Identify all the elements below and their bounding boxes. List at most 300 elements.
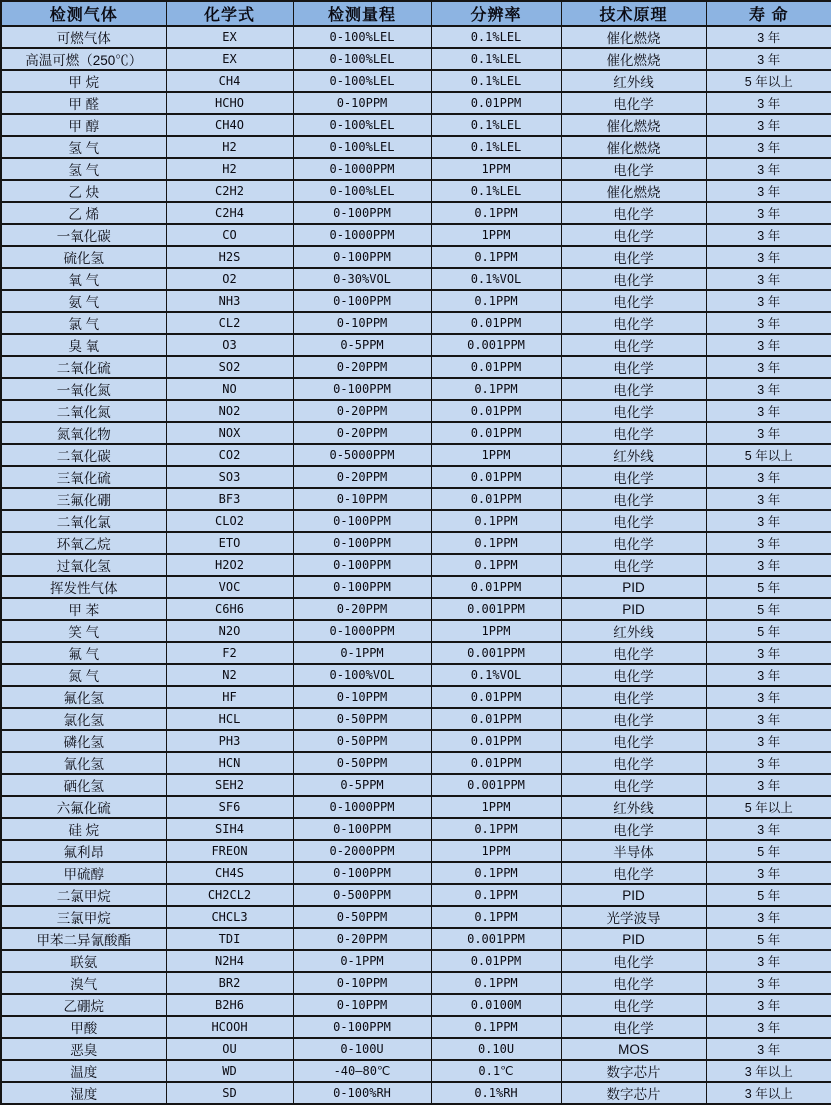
cell-formula: WD [166, 1060, 293, 1082]
cell-range: 0-100PPM [293, 862, 431, 884]
cell-gas: 二氧化氮 [1, 400, 166, 422]
cell-lifespan: 3 年 [706, 48, 831, 70]
cell-lifespan: 3 年 [706, 224, 831, 246]
cell-lifespan: 3 年 [706, 1016, 831, 1038]
cell-principle: 电化学 [561, 202, 706, 224]
cell-principle: 电化学 [561, 466, 706, 488]
cell-lifespan: 3 年 [706, 136, 831, 158]
cell-range: 0-10PPM [293, 686, 431, 708]
cell-resolution: 0.0100M [431, 994, 561, 1016]
column-header-gas: 检测气体 [1, 1, 166, 26]
cell-range: 0-20PPM [293, 356, 431, 378]
cell-range: 0-100PPM [293, 1016, 431, 1038]
cell-gas: 氮氧化物 [1, 422, 166, 444]
cell-lifespan: 3 年 [706, 92, 831, 114]
cell-resolution: 0.01PPM [431, 950, 561, 972]
cell-principle: 电化学 [561, 356, 706, 378]
column-header-resolution: 分辨率 [431, 1, 561, 26]
cell-lifespan: 3 年 [706, 642, 831, 664]
cell-range: 0-2000PPM [293, 840, 431, 862]
table-row [1, 422, 831, 444]
table-row [1, 752, 831, 774]
table-row [1, 114, 831, 136]
cell-range: 0-100%VOL [293, 664, 431, 686]
cell-gas: 温度 [1, 1060, 166, 1082]
cell-principle: PID [561, 576, 706, 598]
cell-principle: 光学波导 [561, 906, 706, 928]
cell-formula: PH3 [166, 730, 293, 752]
table-row [1, 70, 831, 92]
cell-resolution: 0.01PPM [431, 356, 561, 378]
cell-gas: 溴气 [1, 972, 166, 994]
cell-range: 0-100%LEL [293, 136, 431, 158]
cell-lifespan: 3 年 [706, 950, 831, 972]
cell-resolution: 0.001PPM [431, 642, 561, 664]
cell-range: 0-100PPM [293, 532, 431, 554]
cell-gas: 联氨 [1, 950, 166, 972]
cell-formula: CHCL3 [166, 906, 293, 928]
cell-principle: 电化学 [561, 1016, 706, 1038]
cell-formula: B2H6 [166, 994, 293, 1016]
cell-lifespan: 5 年 [706, 840, 831, 862]
cell-resolution: 0.01PPM [431, 752, 561, 774]
cell-range: 0-100PPM [293, 510, 431, 532]
cell-principle: 数字芯片 [561, 1060, 706, 1082]
table-row [1, 686, 831, 708]
cell-principle: 电化学 [561, 664, 706, 686]
cell-formula: NH3 [166, 290, 293, 312]
cell-gas: 高温可燃（250℃） [1, 48, 166, 70]
cell-lifespan: 3 年 [706, 994, 831, 1016]
table-row [1, 510, 831, 532]
cell-resolution: 0.01PPM [431, 488, 561, 510]
cell-formula: OU [166, 1038, 293, 1060]
cell-range: 0-5PPM [293, 774, 431, 796]
cell-resolution: 0.001PPM [431, 928, 561, 950]
cell-resolution: 0.1%LEL [431, 26, 561, 48]
table-row [1, 290, 831, 312]
cell-resolution: 0.1%LEL [431, 114, 561, 136]
cell-gas: 乙 炔 [1, 180, 166, 202]
cell-gas: 三氟化硼 [1, 488, 166, 510]
table-row [1, 532, 831, 554]
cell-principle: PID [561, 928, 706, 950]
cell-lifespan: 3 年 [706, 664, 831, 686]
table-row [1, 158, 831, 180]
cell-lifespan: 3 年 [706, 1038, 831, 1060]
cell-gas: 氟化氢 [1, 686, 166, 708]
cell-formula: HCN [166, 752, 293, 774]
cell-range: 0-100%LEL [293, 70, 431, 92]
cell-range: 0-100U [293, 1038, 431, 1060]
cell-principle: 电化学 [561, 686, 706, 708]
cell-formula: NOX [166, 422, 293, 444]
table-row [1, 972, 831, 994]
cell-formula: HCOOH [166, 1016, 293, 1038]
cell-gas: 过氧化氢 [1, 554, 166, 576]
cell-range: 0-1PPM [293, 642, 431, 664]
cell-resolution: 0.1%LEL [431, 70, 561, 92]
cell-principle: 电化学 [561, 708, 706, 730]
cell-principle: 红外线 [561, 70, 706, 92]
cell-range: 0-1000PPM [293, 620, 431, 642]
cell-resolution: 0.01PPM [431, 576, 561, 598]
column-header-lifespan: 寿 命 [706, 1, 831, 26]
cell-resolution: 0.001PPM [431, 334, 561, 356]
cell-formula: NO [166, 378, 293, 400]
cell-range: 0-20PPM [293, 598, 431, 620]
cell-resolution: 1PPM [431, 224, 561, 246]
cell-formula: CH4 [166, 70, 293, 92]
header-row [1, 1, 831, 26]
cell-gas: 三氯甲烷 [1, 906, 166, 928]
cell-gas: 硫化氢 [1, 246, 166, 268]
table-row [1, 356, 831, 378]
table-row [1, 312, 831, 334]
cell-range: 0-1000PPM [293, 796, 431, 818]
cell-principle: 电化学 [561, 862, 706, 884]
cell-formula: BR2 [166, 972, 293, 994]
table-row [1, 840, 831, 862]
cell-formula: CL2 [166, 312, 293, 334]
cell-lifespan: 3 年以上 [706, 1082, 831, 1104]
cell-lifespan: 5 年以上 [706, 70, 831, 92]
cell-gas: 氧 气 [1, 268, 166, 290]
table-row [1, 862, 831, 884]
cell-principle: 催化燃烧 [561, 48, 706, 70]
table-row [1, 620, 831, 642]
cell-range: 0-1PPM [293, 950, 431, 972]
cell-lifespan: 3 年 [706, 752, 831, 774]
cell-gas: 二氯甲烷 [1, 884, 166, 906]
table-row [1, 906, 831, 928]
cell-principle: PID [561, 598, 706, 620]
cell-gas: 环氧乙烷 [1, 532, 166, 554]
cell-resolution: 0.1PPM [431, 884, 561, 906]
cell-range: 0-20PPM [293, 466, 431, 488]
table-row [1, 180, 831, 202]
cell-resolution: 0.1PPM [431, 862, 561, 884]
cell-resolution: 0.1PPM [431, 554, 561, 576]
cell-formula: C2H2 [166, 180, 293, 202]
cell-formula: CH4O [166, 114, 293, 136]
table-row [1, 136, 831, 158]
cell-range: 0-10PPM [293, 972, 431, 994]
cell-gas: 磷化氢 [1, 730, 166, 752]
cell-gas: 甲 烷 [1, 70, 166, 92]
cell-resolution: 1PPM [431, 158, 561, 180]
cell-lifespan: 3 年 [706, 356, 831, 378]
cell-resolution: 0.10U [431, 1038, 561, 1060]
cell-principle: 红外线 [561, 444, 706, 466]
cell-principle: 电化学 [561, 774, 706, 796]
cell-formula: H2O2 [166, 554, 293, 576]
cell-resolution: 0.01PPM [431, 466, 561, 488]
cell-gas: 可燃气体 [1, 26, 166, 48]
cell-formula: HCHO [166, 92, 293, 114]
cell-principle: 电化学 [561, 730, 706, 752]
cell-range: 0-30%VOL [293, 268, 431, 290]
cell-gas: 三氧化硫 [1, 466, 166, 488]
cell-formula: NO2 [166, 400, 293, 422]
cell-range: -40—80℃ [293, 1060, 431, 1082]
cell-resolution: 0.1PPM [431, 906, 561, 928]
table-row [1, 554, 831, 576]
cell-lifespan: 3 年 [706, 554, 831, 576]
cell-principle: 数字芯片 [561, 1082, 706, 1104]
cell-principle: 电化学 [561, 246, 706, 268]
cell-range: 0-100PPM [293, 290, 431, 312]
table-row [1, 664, 831, 686]
cell-range: 0-100PPM [293, 378, 431, 400]
table-row [1, 1038, 831, 1060]
cell-lifespan: 3 年 [706, 466, 831, 488]
cell-lifespan: 3 年 [706, 774, 831, 796]
cell-principle: 电化学 [561, 290, 706, 312]
cell-range: 0-10PPM [293, 92, 431, 114]
cell-gas: 二氧化硫 [1, 356, 166, 378]
cell-formula: CO2 [166, 444, 293, 466]
cell-resolution: 0.1℃ [431, 1060, 561, 1082]
cell-principle: MOS [561, 1038, 706, 1060]
cell-range: 0-20PPM [293, 928, 431, 950]
cell-resolution: 1PPM [431, 620, 561, 642]
table-row [1, 950, 831, 972]
cell-principle: 电化学 [561, 972, 706, 994]
cell-gas: 甲苯二异氰酸酯 [1, 928, 166, 950]
cell-resolution: 0.01PPM [431, 708, 561, 730]
cell-gas: 挥发性气体 [1, 576, 166, 598]
table-row [1, 400, 831, 422]
cell-formula: H2 [166, 136, 293, 158]
cell-lifespan: 5 年 [706, 598, 831, 620]
cell-formula: CH2CL2 [166, 884, 293, 906]
cell-formula: VOC [166, 576, 293, 598]
cell-formula: CLO2 [166, 510, 293, 532]
cell-formula: SO2 [166, 356, 293, 378]
cell-principle: 电化学 [561, 510, 706, 532]
cell-range: 0-5000PPM [293, 444, 431, 466]
cell-formula: CO [166, 224, 293, 246]
cell-lifespan: 3 年 [706, 488, 831, 510]
cell-lifespan: 5 年 [706, 620, 831, 642]
cell-resolution: 1PPM [431, 840, 561, 862]
cell-principle: 电化学 [561, 224, 706, 246]
cell-principle: 电化学 [561, 950, 706, 972]
cell-lifespan: 3 年 [706, 818, 831, 840]
cell-lifespan: 3 年 [706, 268, 831, 290]
cell-gas: 氢 气 [1, 158, 166, 180]
cell-principle: 电化学 [561, 752, 706, 774]
cell-principle: 电化学 [561, 312, 706, 334]
cell-principle: 电化学 [561, 92, 706, 114]
cell-lifespan: 5 年以上 [706, 796, 831, 818]
cell-principle: 红外线 [561, 620, 706, 642]
cell-resolution: 0.1PPM [431, 290, 561, 312]
cell-lifespan: 5 年 [706, 576, 831, 598]
cell-lifespan: 3 年 [706, 202, 831, 224]
cell-lifespan: 3 年 [706, 26, 831, 48]
cell-formula: N2 [166, 664, 293, 686]
table-row [1, 444, 831, 466]
cell-gas: 乙硼烷 [1, 994, 166, 1016]
table-row [1, 576, 831, 598]
cell-gas: 氮 气 [1, 664, 166, 686]
cell-lifespan: 3 年 [706, 708, 831, 730]
cell-formula: H2S [166, 246, 293, 268]
cell-formula: SO3 [166, 466, 293, 488]
table-body [1, 26, 831, 1104]
cell-lifespan: 3 年 [706, 180, 831, 202]
cell-principle: 电化学 [561, 532, 706, 554]
cell-resolution: 0.001PPM [431, 774, 561, 796]
cell-resolution: 0.1%VOL [431, 664, 561, 686]
cell-range: 0-100PPM [293, 246, 431, 268]
cell-resolution: 0.1%VOL [431, 268, 561, 290]
cell-range: 0-100%LEL [293, 114, 431, 136]
cell-principle: 催化燃烧 [561, 180, 706, 202]
cell-formula: O3 [166, 334, 293, 356]
cell-lifespan: 3 年 [706, 862, 831, 884]
cell-principle: 催化燃烧 [561, 136, 706, 158]
table-row [1, 994, 831, 1016]
table-row [1, 774, 831, 796]
cell-gas: 硅 烷 [1, 818, 166, 840]
cell-formula: HF [166, 686, 293, 708]
cell-formula: ETO [166, 532, 293, 554]
cell-formula: HCL [166, 708, 293, 730]
cell-resolution: 0.01PPM [431, 312, 561, 334]
cell-range: 0-10PPM [293, 994, 431, 1016]
cell-resolution: 0.001PPM [431, 598, 561, 620]
cell-resolution: 0.1PPM [431, 532, 561, 554]
cell-gas: 氟 气 [1, 642, 166, 664]
cell-lifespan: 3 年 [706, 378, 831, 400]
cell-formula: N2O [166, 620, 293, 642]
cell-resolution: 0.1PPM [431, 378, 561, 400]
table-row [1, 378, 831, 400]
cell-principle: 红外线 [561, 796, 706, 818]
cell-formula: O2 [166, 268, 293, 290]
cell-lifespan: 3 年 [706, 334, 831, 356]
cell-lifespan: 3 年 [706, 158, 831, 180]
cell-principle: 电化学 [561, 268, 706, 290]
cell-principle: 电化学 [561, 642, 706, 664]
table-row [1, 1016, 831, 1038]
cell-gas: 甲 醇 [1, 114, 166, 136]
cell-gas: 一氧化碳 [1, 224, 166, 246]
cell-gas: 氰化氢 [1, 752, 166, 774]
cell-principle: 半导体 [561, 840, 706, 862]
table-row [1, 334, 831, 356]
cell-resolution: 0.01PPM [431, 686, 561, 708]
cell-lifespan: 3 年 [706, 246, 831, 268]
cell-range: 0-5PPM [293, 334, 431, 356]
cell-lifespan: 3 年 [706, 686, 831, 708]
cell-formula: SIH4 [166, 818, 293, 840]
cell-range: 0-20PPM [293, 422, 431, 444]
cell-resolution: 0.1PPM [431, 1016, 561, 1038]
cell-resolution: 0.1PPM [431, 972, 561, 994]
cell-range: 0-10PPM [293, 488, 431, 510]
cell-formula: SEH2 [166, 774, 293, 796]
cell-resolution: 0.01PPM [431, 422, 561, 444]
column-header-range: 检测量程 [293, 1, 431, 26]
cell-lifespan: 3 年 [706, 290, 831, 312]
cell-principle: 催化燃烧 [561, 114, 706, 136]
table-row [1, 730, 831, 752]
cell-range: 0-100%LEL [293, 180, 431, 202]
cell-resolution: 0.1%LEL [431, 180, 561, 202]
table-row [1, 642, 831, 664]
cell-gas: 硒化氢 [1, 774, 166, 796]
cell-formula: C2H4 [166, 202, 293, 224]
cell-principle: 电化学 [561, 158, 706, 180]
cell-principle: 电化学 [561, 334, 706, 356]
cell-resolution: 1PPM [431, 796, 561, 818]
table-row [1, 268, 831, 290]
cell-resolution: 0.1%LEL [431, 48, 561, 70]
table-row [1, 884, 831, 906]
table-row [1, 202, 831, 224]
cell-gas: 二氧化氯 [1, 510, 166, 532]
cell-lifespan: 5 年 [706, 928, 831, 950]
cell-principle: 催化燃烧 [561, 26, 706, 48]
table-row [1, 708, 831, 730]
table-row [1, 92, 831, 114]
cell-resolution: 0.1%LEL [431, 136, 561, 158]
cell-range: 0-100%RH [293, 1082, 431, 1104]
cell-lifespan: 5 年 [706, 884, 831, 906]
cell-lifespan: 3 年 [706, 312, 831, 334]
table-row [1, 224, 831, 246]
cell-gas: 笑 气 [1, 620, 166, 642]
table-row [1, 598, 831, 620]
cell-gas: 甲硫醇 [1, 862, 166, 884]
cell-range: 0-1000PPM [293, 224, 431, 246]
cell-gas: 氟利昂 [1, 840, 166, 862]
cell-range: 0-50PPM [293, 906, 431, 928]
cell-formula: EX [166, 26, 293, 48]
cell-resolution: 0.1%RH [431, 1082, 561, 1104]
cell-formula: CH4S [166, 862, 293, 884]
cell-range: 0-20PPM [293, 400, 431, 422]
cell-formula: C6H6 [166, 598, 293, 620]
cell-gas: 湿度 [1, 1082, 166, 1104]
cell-principle: 电化学 [561, 554, 706, 576]
cell-gas: 恶臭 [1, 1038, 166, 1060]
cell-principle: 电化学 [561, 400, 706, 422]
cell-gas: 六氟化硫 [1, 796, 166, 818]
table-row [1, 796, 831, 818]
cell-range: 0-100PPM [293, 202, 431, 224]
cell-range: 0-50PPM [293, 708, 431, 730]
cell-gas: 二氧化碳 [1, 444, 166, 466]
table-row [1, 928, 831, 950]
table-row [1, 488, 831, 510]
cell-lifespan: 5 年以上 [706, 444, 831, 466]
cell-range: 0-100%LEL [293, 48, 431, 70]
cell-resolution: 0.1PPM [431, 510, 561, 532]
cell-range: 0-100PPM [293, 554, 431, 576]
table-row [1, 1082, 831, 1104]
cell-gas: 氯化氢 [1, 708, 166, 730]
cell-gas: 氯 气 [1, 312, 166, 334]
cell-resolution: 0.01PPM [431, 400, 561, 422]
table-row [1, 466, 831, 488]
cell-range: 0-100PPM [293, 818, 431, 840]
cell-gas: 氨 气 [1, 290, 166, 312]
